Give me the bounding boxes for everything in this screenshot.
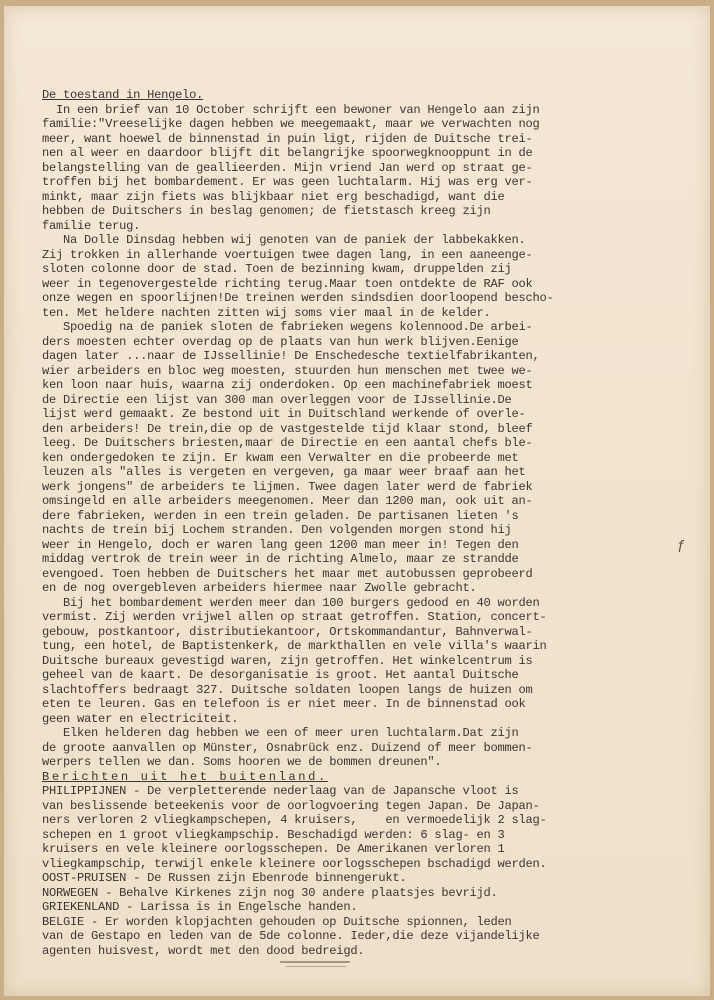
section-heading: Berichten uit het buitenland. (42, 769, 328, 784)
text-line: omsingeld en alle arbeiders meegenomen. Meer dan 1200 man, ook uit an- (42, 494, 533, 508)
text-line: leeg. De Duitschers briesten,maar de Directie en een aantal chefs ble- (42, 436, 533, 450)
text-line: werpers tellen we dan. Soms hooren we de bommen dreunen". (42, 755, 442, 769)
text-line: slachtoffers bedraagt 327. Duitsche soldaten loopen langs de huizen om (42, 682, 533, 697)
text-line: ten. Met heldere nachten zitten wij soms vier maal in de kelder. (42, 305, 491, 320)
paper-sheet (4, 6, 710, 996)
text-line: geen water en electriciteit. (42, 711, 239, 726)
news-line: agenten huisvest, wordt met den dood bedreigd. (42, 943, 365, 958)
text-line: meer, want hoewel de binnenstad in puin ligt, rijden de Duitsche trei- (42, 131, 533, 146)
text-line: weer in Hengelo, doch er waren lang geen 1200 man meer in! Tegen den (42, 537, 519, 552)
news-line: vliegkampschip, terwijl enkele kleinere oorlogsschepen bschadigd werden. (42, 856, 547, 871)
text-line: nen al weer en daardoor blijft dit belangrijke spoorwegknooppunt in de (42, 146, 533, 160)
text-line: den arbeiders! De trein,die op de vastgestelde tijd klaar stond, bleef (42, 421, 533, 436)
news-line: BELGIE - Er worden klopjachten gehouden op Duitsche spionnen, leden (42, 914, 512, 929)
news-line: ners verloren 2 vliegkampschepen, 4 kruisers, en vermoedelijk 2 slag- (42, 813, 547, 827)
closing-rule (280, 961, 350, 963)
letter-paragraphs (42, 103, 682, 770)
news-line: NORWEGEN - Behalve Kirkenes zijn nog 30 andere plaatsjes bevrijd. (42, 885, 498, 900)
text-line: familie terug. (42, 218, 141, 233)
document-title: De toestand in Hengelo. (42, 88, 204, 102)
text-line: minkt, maar zijn fiets was blijkbaar niet erg beschadigd, want die (42, 189, 505, 204)
news-line: kruisers en vele kleinere oorlogsschepen. De Amerikanen verloren 1 (42, 842, 505, 856)
text-line: dere fabrieken, werden in een trein geladen. De partisanen lieten 's (42, 508, 519, 523)
text-line: evengoed. Toen hebben de Duitschers het maar met autobussen geprobeerd (42, 566, 533, 581)
text-line: hebben de Duitschers in beslag genomen; de fietstasch kreeg zijn (42, 204, 491, 218)
text-line: Na Dolle Dinsdag hebben wij genoten van de paniek der labbekakken. (42, 233, 526, 247)
text-line: ken loon naar huis, waarna zij onderdoken. Op een machinefabriek moest (42, 378, 533, 392)
text-line: gebouw, postkantoor, distributiekantoor, Ortskommandantur, Bahnverwal- (42, 624, 533, 639)
text-line: sloten colonne door de stad. Toen de bezinning kwam, druppelden zij (42, 262, 512, 276)
text-line: nachts de trein bij Lochem stranden. Den volgenden morgen stond hij (42, 523, 512, 537)
text-line: dagen later ...naar de IJssellinie! De Enschedesche textielfabrikanten, (42, 349, 540, 363)
text-line: ders moesten echter overdag op de plaats van hun werk blijven.Eenige (42, 334, 519, 349)
text-line: belangstelling van de geallieerden. Mijn vriend Jan werd op straat ge- (42, 160, 533, 175)
text-line: Duitsche bureaux gevestigd waren, zijn getroffen. Het winkelcentrum is (42, 653, 533, 668)
text-line: tung, een hotel, de Baptistenkerk, de markthallen en vele villa's waarin (42, 639, 547, 653)
text-line: vermist. Zij werden vrijwel allen op straat getroffen. Station, concert- (42, 610, 547, 624)
text-line: Zij trokken in allerhande voertuigen twee dagen lang, in een aaneenge- (42, 247, 533, 262)
text-line: leuzen als "alles is vergeten en vergeven, ga maar weer braaf aan het (42, 465, 526, 479)
text-line: onze wegen en spoorlijnen!De treinen werden sindsdien doorloopend beschо- (42, 291, 554, 305)
text-line: de Directie een lijst van 300 man overleggen voor de IJssellinie.De (42, 392, 512, 407)
text-line: wier arbeiders en bloc weg moesten, stuurden hun menschen met twee we- (42, 363, 533, 378)
news-line: van de Gestapo en leden van de 5de colonne. Ieder,die deze vijandelijke (42, 929, 540, 943)
news-section (42, 784, 682, 958)
news-line: schepen en 1 groot vliegkampschip. Beschadigd werden: 6 slag- en 3 (42, 827, 505, 842)
text-line: weer in tegenovergestelde richting terug.Maar toen ontdekte de RAF ook (42, 276, 533, 291)
text-line: familie:"Vreeselijke dagen hebben we meegemaakt, maar we verwachten nog (42, 117, 540, 131)
margin-pen-mark: ƒ (677, 538, 686, 554)
closing-rule-secondary (286, 966, 346, 967)
news-line: GRIEKENLAND - Larissa is in Engelsche handen. (42, 900, 358, 914)
text-line: troffen bij het bombardement. Er was geen luchtalarm. Hij was erg ver- (42, 175, 533, 189)
text-line: ken ondergedoken te zijn. Er kwam een Verwalter en die probeerde met (42, 450, 519, 465)
news-line: PHILIPPIJNEN - De verpletterende nederlaag van de Japansche vloot is (42, 784, 519, 798)
text-line: geheel van de kaart. De desorganisatie is groot. Het aantal Duitsche (42, 668, 519, 682)
news-line: van beslissende beteekenis voor de oorlogvoering tegen Japan. De Japan- (42, 798, 540, 813)
text-line: werk jongens" de arbeiders te lijmen. Twee dagen later werd de fabriek (42, 479, 533, 494)
text-line: Spoedig na de paniek sloten de fabrieken wegens kolennood.De arbei- (42, 320, 533, 334)
text-line: en de nog overgebleven arbeiders hiermee naar Zwolle gebracht. (42, 581, 477, 595)
text-line: Elken helderen dag hebben we een of meer uren luchtalarm.Dat zijn (42, 726, 519, 740)
text-line: de groote aanvallen op Münster, Osnabrück enz. Duizend of meer bommen- (42, 740, 533, 755)
document-body (42, 88, 682, 958)
text-line: eten te leuren. Gas en telefoon is er niet meer. In de binnenstad ook (42, 697, 526, 711)
news-line: OOST-PRUISEN - De Russen zijn Ebenrode binnengerukt. (42, 871, 407, 885)
text-line: Bij het bombardement werden meer dan 100 burgers gedood en 40 worden (42, 595, 540, 610)
text-line: middag vertrok de trein weer in de richting Almelo, maar ze strandde (42, 552, 519, 566)
text-line: lijst werd gemaakt. Ze bestond uit in Duitschland werkende of overle- (42, 407, 526, 421)
text-line: In een brief van 10 October schrijft een bewoner van Hengelo aan zijn (42, 102, 540, 117)
